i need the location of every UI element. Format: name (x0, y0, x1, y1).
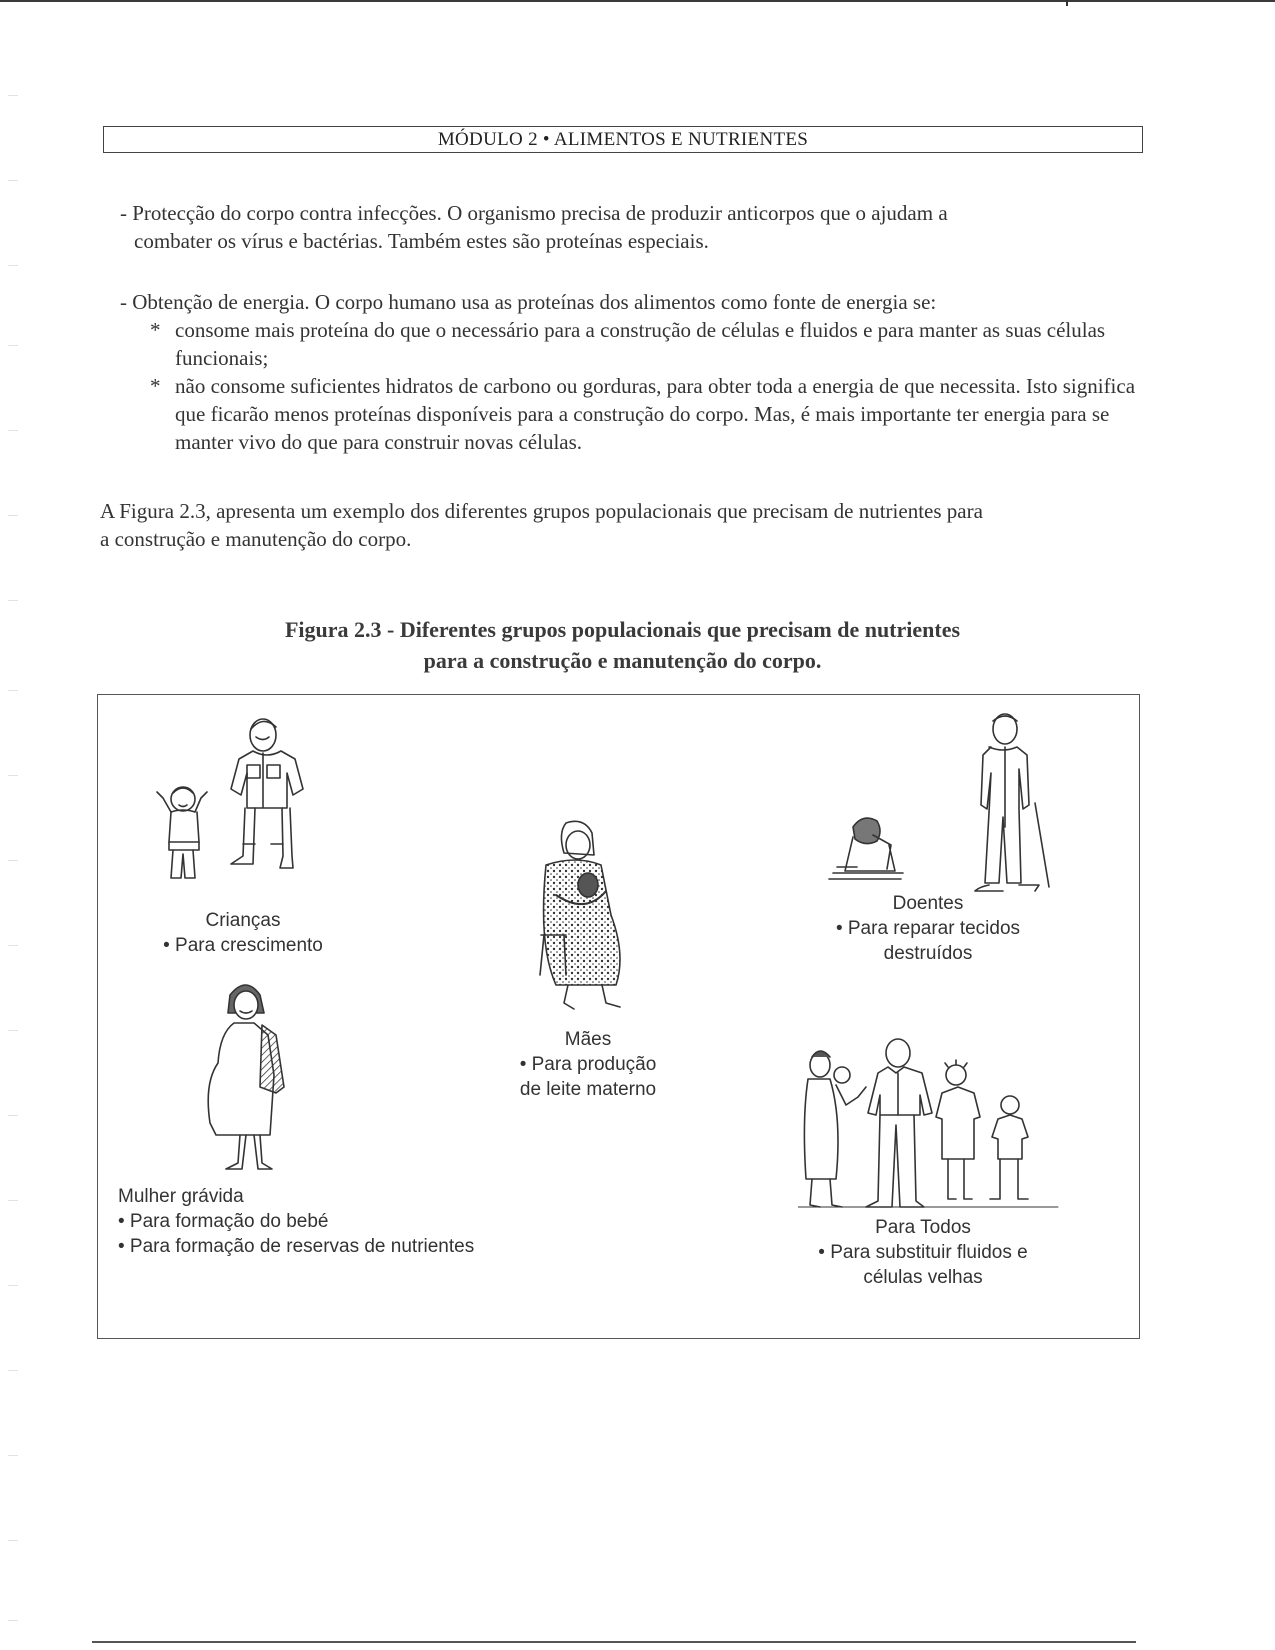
protection-paragraph (120, 199, 1145, 255)
energy-bullet (150, 372, 1145, 456)
family-group-illustration (798, 1035, 1068, 1215)
figure-title-line-2: para a construção e manutenção do corpo. (423, 648, 822, 673)
bullet-text: não consome suficientes hidratos de carbono ou gorduras, para obter toda a energia de que necessita. Isto significa que ficarão menos proteínas disponíveis para a construção do corpo. Mas, é mais importante ter energia para se manter vivo do que para construir novas células. (175, 374, 1136, 454)
figure-title (100, 614, 1145, 676)
children-point: • Para crescimento (163, 935, 323, 956)
protection-line-1: - Protecção do corpo contra infecções. O organismo precisa de produzir anticorpos que o ajudam a (120, 201, 948, 225)
module-header (103, 126, 1143, 153)
everyone-label: Para Todos (875, 1217, 971, 1238)
bottom-scan-rule (92, 1641, 1136, 1643)
sick-caption (798, 891, 1058, 966)
children-label: Crianças (205, 910, 281, 931)
pregnant-woman-illustration (198, 977, 308, 1187)
pregnant-point: • Para formação do bebé (118, 1211, 329, 1232)
mothers-caption (493, 1027, 683, 1102)
pregnant-caption (118, 1184, 518, 1259)
children-caption (143, 908, 343, 958)
figure-frame (97, 694, 1140, 1339)
figure-intro-line-2: a construção e manutenção do corpo. (100, 527, 412, 551)
breastfeeding-mother-illustration (516, 815, 636, 1015)
figure-intro-paragraph (100, 497, 1145, 553)
sick-point: destruídos (883, 943, 973, 964)
protection-line-2: combater os vírus e bactérias. Também estes são proteínas especiais. (134, 229, 709, 253)
mothers-label: Mães (564, 1029, 612, 1050)
bullet-marker: * (150, 318, 161, 342)
bullet-marker: * (150, 374, 161, 398)
pregnant-label: Mulher grávida (118, 1186, 244, 1207)
everyone-caption (788, 1215, 1058, 1290)
sick-label: Doentes (892, 893, 964, 914)
module-header-title: MÓDULO 2 • ALIMENTOS E NUTRIENTES (437, 128, 809, 150)
sick-people-illustration (813, 707, 1073, 907)
top-scan-edge (0, 0, 1275, 2)
mothers-point: • Para produção (519, 1054, 657, 1075)
pregnant-point: • Para formação de reservas de nutrientes (118, 1236, 475, 1257)
sick-point: • Para reparar tecidos (835, 918, 1021, 939)
everyone-point: • Para substituir fluidos e (818, 1242, 1028, 1263)
child-and-boy-illustration (143, 707, 323, 917)
everyone-point: células velhas (863, 1267, 983, 1288)
energy-paragraph (120, 288, 1145, 456)
energy-intro: - Obtenção de energia. O corpo humano usa as proteínas dos alimentos como fonte de energia se: (120, 290, 937, 314)
bullet-text: consome mais proteína do que o necessário para a construção de células e fluidos e para manter as suas células funcionais; (175, 318, 1106, 370)
energy-bullet (150, 316, 1145, 372)
mothers-point: de leite materno (519, 1079, 657, 1100)
figure-intro-line-1: A Figura 2.3, apresenta um exemplo dos diferentes grupos populacionais que precisam de nutrientes para (100, 499, 983, 523)
top-scan-tick (1066, 0, 1068, 6)
figure-title-line-1: Figura 2.3 - Diferentes grupos populacionais que precisam de nutrientes (284, 617, 961, 642)
